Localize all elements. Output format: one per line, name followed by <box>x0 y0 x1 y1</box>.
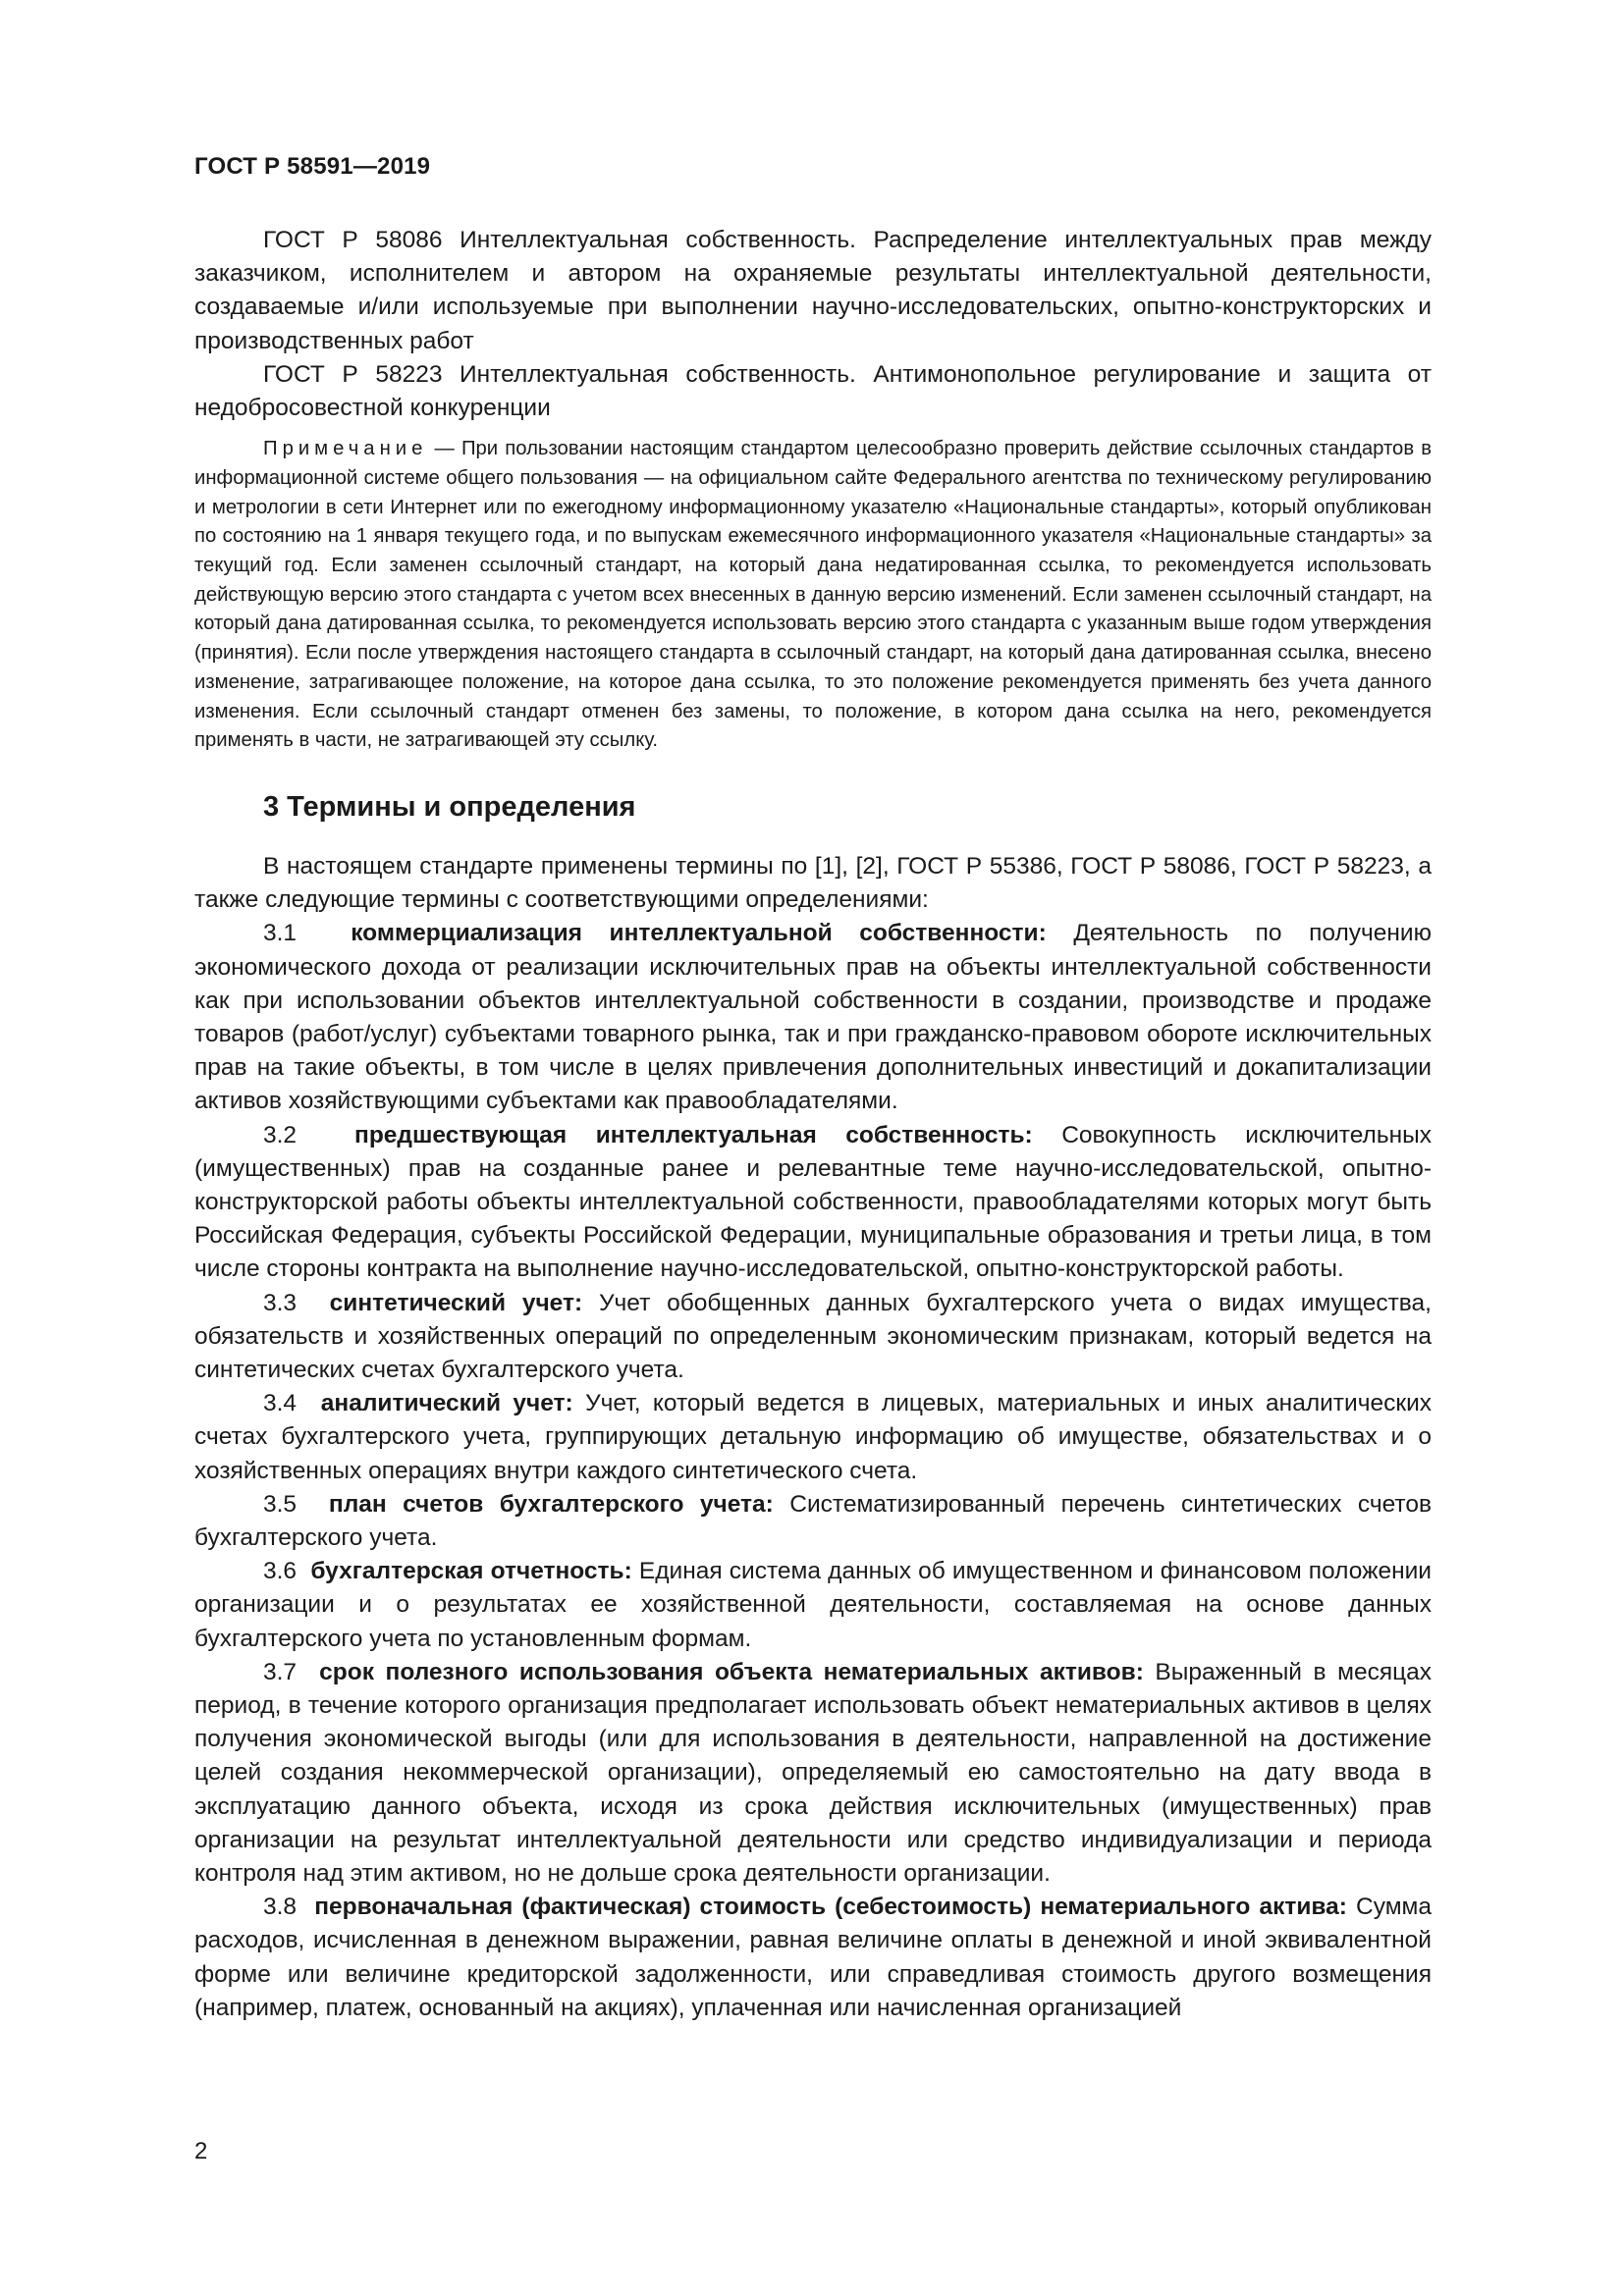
term-definition: Сумма расходов, исчисленная в денежном выражении, равная величине оплаты в денежной и иной эквивалентной форме или величине кредиторской задолженности, или справедливая стоимость другого возмещения (например, платеж, основанный на акциях), уплаченная или начисленная организацией <box>194 1894 1433 2021</box>
page-content <box>194 224 1432 2025</box>
document-id: ГОСТ Р 58591—2019 <box>194 153 431 180</box>
term-number: 3.2 <box>263 1121 298 1148</box>
note-label: Примечание <box>263 438 428 460</box>
term-name: первоначальная (фактическая) стоимость (себестоимость) нематериального актива: <box>314 1894 1347 1921</box>
term-entry <box>194 1488 1432 1555</box>
term-definition: Единая система данных об имущественном и финансовом положении организации и о результатах ее хозяйственной деятельности, составляемая на основе данных бухгалтерского учета по установленным формам. <box>194 1558 1432 1652</box>
term-number: 3.7 <box>263 1658 298 1685</box>
term-definition: Систематизированный перечень синтетических счетов бухгалтерского учета. <box>194 1490 1433 1552</box>
page-number: 2 <box>194 2138 208 2164</box>
term-entry <box>194 1891 1432 2025</box>
term-name: предшествующая интеллектуальная собственность: <box>354 1121 1033 1148</box>
term-entry <box>194 1119 1432 1287</box>
term-definition: Деятельность по получению экономического дохода от реализации исключительных прав на объекты интеллектуальной собственности как при использовании объектов интеллектуальной собственности в создании, производстве и продаже товаров (работ/услуг) субъектами товарного рынка, так и при гражданско-правовом обороте исключительных прав на такие объекты, в том числе в целях привлечения дополнительных инвестиций и докапитализации активов хозяйствующими субъектами как правообладателями. <box>194 920 1432 1115</box>
term-entry <box>194 1387 1432 1488</box>
note-text: — При пользовании настоящим стандартом целесообразно проверить действие ссылочных стандартов в информационной системе общего пользования — на официальном сайте Федерального агентства по техническому регулированию и метрологии в сети Интернет или по ежегодному информационному указателю «Национальные стандарты», который опубликован по состоянию на 1 января текущего года, и по выпускам ежемесячного информационного указателя «Национальные стандарты» за текущий год. Если заменен ссылочный стандарт, на который дана недатированная ссылка, то рекомендуется использовать действующую версию этого стандарта с учетом всех внесенных в данную версию изменений. Если заменен ссылочный стандарт, на который дана датированная ссылка, то рекомендуется использовать версию этого стандарта с указанным выше годом утверждения (принятия). Если после утверждения настоящего стандарта в ссылочный стандарт, на который дана датированная ссылка, внесено изменение, затрагивающее положение, на которое дана ссылка, то это положение рекомендуется применять без учета данного изменения. Если ссылочный стандарт отменен без замены, то положение, в котором дана ссылка на него, рекомендуется применять в части, не затрагивающей эту ссылку. <box>194 438 1433 752</box>
reference-item: ГОСТ Р 58086 Интеллектуальная собственность. Распределение интеллектуальных прав между заказчиком, исполнителем и автором на охраняемые результаты интеллектуальной деятельности, создаваемые и/или используемые при выполнении научно-исследовательских, опытно-конструкторских и производственных работ <box>194 227 1432 354</box>
term-entry <box>194 1287 1432 1388</box>
term-number: 3.1 <box>263 920 298 947</box>
term-name: бухгалтерская отчетность: <box>310 1558 632 1585</box>
term-name: срок полезного использования объекта нематериальных активов: <box>319 1658 1144 1685</box>
note-block <box>194 435 1432 756</box>
term-number: 3.3 <box>263 1289 298 1316</box>
term-entry <box>194 1555 1432 1656</box>
term-number: 3.6 <box>263 1558 298 1585</box>
term-name: коммерциализация интеллектуальной собственности: <box>351 920 1047 947</box>
term-definition: Учет обобщенных данных бухгалтерского учета о видах имущества, обязательств и хозяйственных операций по определенным экономическим признакам, который ведется на синтетических счетах бухгалтерского учета. <box>194 1289 1432 1383</box>
section-title: 3 Термины и определения <box>263 790 636 823</box>
term-entry <box>194 917 1432 1118</box>
reference-item: ГОСТ Р 58223 Интеллектуальная собственность. Антимонопольное регулирование и защита от недобросовестной конкуренции <box>194 360 1432 422</box>
term-name: синтетический учет: <box>329 1289 583 1316</box>
term-definition: Учет, который ведется в лицевых, материальных и иных аналитических счетах бухгалтерского учета, группирующих детальную информацию об имуществе, обязательствах и о хозяйственных операциях внутри каждого синтетического счета. <box>194 1390 1432 1484</box>
term-name: аналитический учет: <box>320 1390 573 1417</box>
section-intro: В настоящем стандарте применены термины по [1], [2], ГОСТ Р 55386, ГОСТ Р 58086, ГОСТ Р 58223, а также следующие термины с соответствующими определениями: <box>194 852 1432 914</box>
term-number: 3.4 <box>263 1390 298 1417</box>
term-definition: Выраженный в месяцах период, в течение которого организация предполагает использовать объект нематериальных активов в целях получения экономической выгоды (или для использования в деятельности, направленной на достижение целей создания некоммерческой организации), определяемый ею самостоятельно на дату ввода в эксплуатацию данного объекта, исходя из срока действия исключительных (имущественных) прав организации на результат интеллектуальной деятельности или средство индивидуализации и периода контроля над этим активом, но не дольше срока деятельности организации. <box>194 1658 1432 1888</box>
term-number: 3.8 <box>263 1894 298 1921</box>
term-name: план счетов бухгалтерского учета: <box>328 1490 774 1518</box>
term-number: 3.5 <box>263 1490 298 1518</box>
term-definition: Совокупность исключительных (имущественных) прав на созданные ранее и релевантные теме научно-исследовательской, опытно-конструкторской работы объекты интеллектуальной собственности, правообладателями которых могут быть Российская Федерация, субъекты Российской Федерации, муниципальные образования и третьи лица, в том числе стороны контракта на выполнение научно-исследовательской, опытно-конструкторской работы. <box>194 1121 1432 1283</box>
references-list <box>194 224 1432 425</box>
term-entry <box>194 1656 1432 1891</box>
